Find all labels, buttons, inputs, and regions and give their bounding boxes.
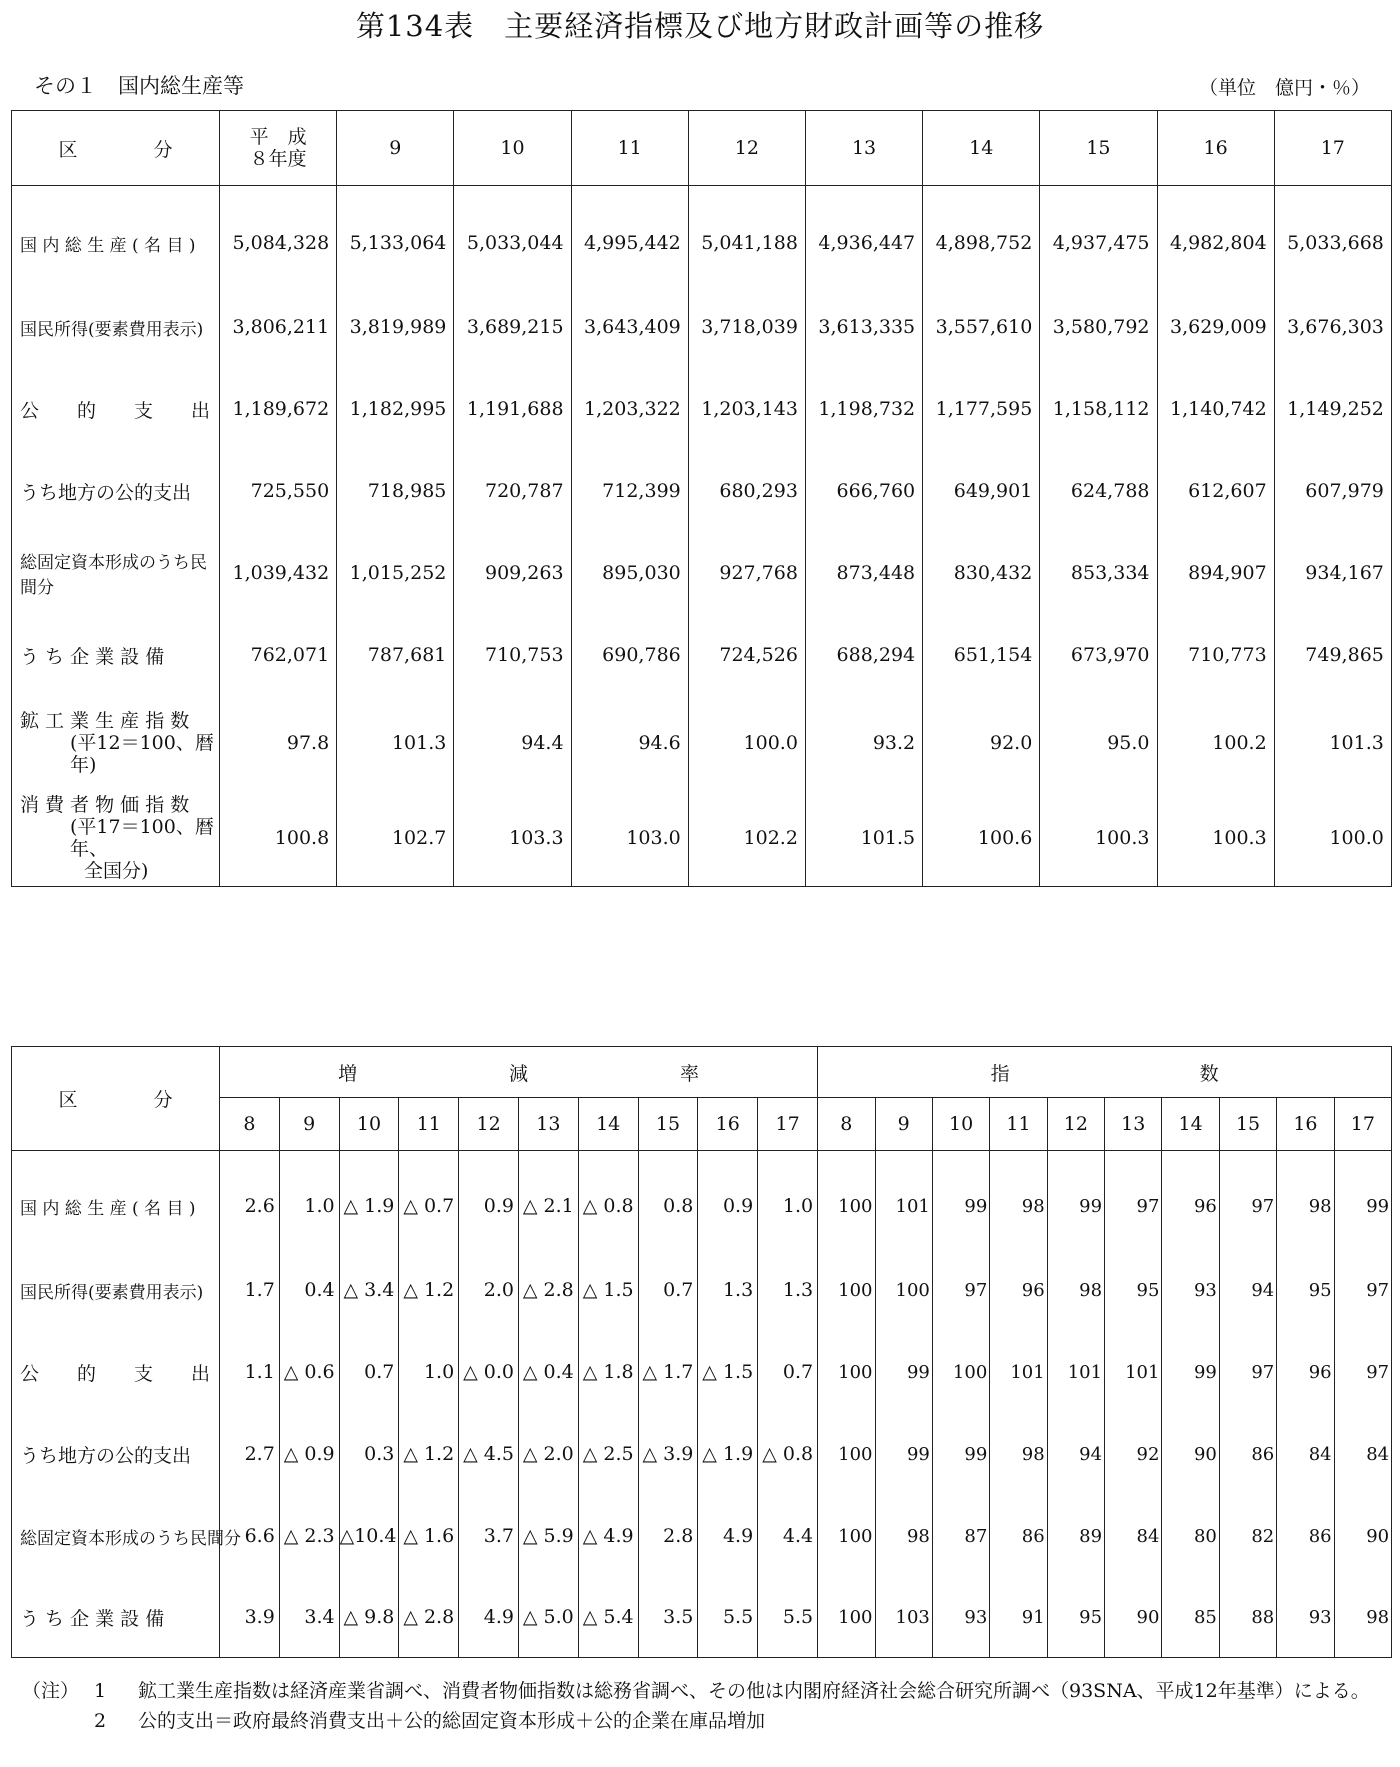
index-cell: 94 xyxy=(1219,1249,1276,1331)
index-cell: 90 xyxy=(1105,1577,1162,1658)
index-cell: 96 xyxy=(990,1249,1047,1331)
table-row xyxy=(12,186,1392,287)
index-cell: 100 xyxy=(818,1249,875,1331)
rate-cell: 3.9 xyxy=(220,1577,280,1658)
value-cell: 4,936,447 xyxy=(805,186,922,287)
value-cell: 710,773 xyxy=(1157,614,1274,696)
rate-cell: 5.5 xyxy=(698,1577,758,1658)
rate-cell: 0.9 xyxy=(459,1151,519,1250)
value-cell: 927,768 xyxy=(688,532,805,614)
rate-cell: △ 4.5 xyxy=(459,1413,519,1495)
index-cell: 100 xyxy=(818,1413,875,1495)
row-label-main: 国民所得(要素費用表示) xyxy=(20,319,204,340)
index-cell: 100 xyxy=(818,1151,875,1250)
value-cell: 3,629,009 xyxy=(1157,286,1274,368)
rate-cell: △ 0.7 xyxy=(399,1151,459,1250)
year-header: 13 xyxy=(805,111,922,186)
index-cell: 97 xyxy=(1219,1331,1276,1413)
year-header-fiscal: ８年度 xyxy=(249,148,307,170)
value-cell: 1,140,742 xyxy=(1157,368,1274,450)
index-cell: 90 xyxy=(1334,1495,1392,1577)
value-cell: 690,786 xyxy=(571,614,688,696)
index-cell: 91 xyxy=(990,1577,1047,1658)
value-cell: 830,432 xyxy=(923,532,1040,614)
rate-cell: 1.7 xyxy=(220,1249,280,1331)
rate-cell: △ 5.0 xyxy=(518,1577,578,1658)
index-cell: 100 xyxy=(818,1331,875,1413)
rate-cell: △ 0.8 xyxy=(578,1151,638,1250)
table-row xyxy=(12,1249,1392,1331)
value-cell: 101.3 xyxy=(1274,696,1391,790)
value-cell: 100.8 xyxy=(220,790,337,887)
rate-cell: △ 1.9 xyxy=(698,1413,758,1495)
index-cell: 99 xyxy=(1047,1151,1104,1250)
row-label-main: 消 費 者 物 価 指 数 xyxy=(20,794,190,816)
index-cell: 95 xyxy=(1277,1249,1334,1331)
year-header: 16 xyxy=(698,1098,758,1151)
row-label-note: (平17＝100、暦年、 xyxy=(70,816,214,860)
index-cell: 98 xyxy=(1277,1151,1334,1250)
index-cell: 101 xyxy=(1105,1331,1162,1413)
value-cell: 624,788 xyxy=(1040,450,1157,532)
index-cell: 97 xyxy=(1334,1249,1392,1331)
value-cell: 3,580,792 xyxy=(1040,286,1157,368)
value-cell: 1,015,252 xyxy=(337,532,454,614)
value-cell: 94.4 xyxy=(454,696,571,790)
row-label-main: う ち 企 業 設 備 xyxy=(20,1607,165,1630)
value-cell: 5,033,668 xyxy=(1274,186,1391,287)
index-cell: 100 xyxy=(818,1577,875,1658)
row-label-note: 全国分) xyxy=(84,860,149,882)
row-label-main: 公 的 支 出 xyxy=(20,1362,211,1385)
index-cell: 101 xyxy=(1047,1331,1104,1413)
rate-cell: △ 3.4 xyxy=(339,1249,399,1331)
year-header: 11 xyxy=(990,1098,1047,1151)
index-cell: 98 xyxy=(875,1495,932,1577)
index-cell: 97 xyxy=(1219,1151,1276,1250)
index-cell: 97 xyxy=(1105,1151,1162,1250)
rate-cell: △ 1.2 xyxy=(399,1413,459,1495)
row-label xyxy=(12,1331,220,1413)
row-label xyxy=(12,368,220,450)
rate-cell: △ 1.5 xyxy=(698,1331,758,1413)
rate-cell: △ 0.0 xyxy=(459,1331,519,1413)
year-header: 9 xyxy=(875,1098,932,1151)
rate-cell: 1.3 xyxy=(698,1249,758,1331)
year-header-era: 平 成 xyxy=(249,126,307,148)
table-row xyxy=(12,1331,1392,1413)
note-text: 鉱工業生産指数は経済産業省調べ、消費者物価指数は総務省調べ、その他は内閣府経済社会総合研究所調べ（93SNA、平成12年基準）による。 xyxy=(138,1680,1370,1702)
note-mark: （注） xyxy=(22,1680,80,1702)
rate-cell: 0.7 xyxy=(638,1249,698,1331)
unit-label: （単位 億円・％） xyxy=(1198,77,1370,99)
index-cell: 95 xyxy=(1105,1249,1162,1331)
notes xyxy=(22,1676,1382,1736)
value-cell: 1,203,322 xyxy=(571,368,688,450)
index-cell: 99 xyxy=(1162,1331,1219,1413)
table-row xyxy=(12,1577,1392,1658)
year-header: 13 xyxy=(1105,1098,1162,1151)
index-cell: 99 xyxy=(875,1413,932,1495)
rate-cell: 3.5 xyxy=(638,1577,698,1658)
value-cell: 607,979 xyxy=(1274,450,1391,532)
row-label-main: 総固定資本形成のうち民間分 xyxy=(20,553,207,598)
value-cell: 724,526 xyxy=(688,614,805,696)
value-cell: 718,985 xyxy=(337,450,454,532)
index-cell: 95 xyxy=(1047,1577,1104,1658)
table-year-row xyxy=(12,1098,1392,1151)
year-header: 14 xyxy=(1162,1098,1219,1151)
value-cell: 666,760 xyxy=(805,450,922,532)
value-cell: 5,084,328 xyxy=(220,186,337,287)
year-header: 17 xyxy=(1334,1098,1392,1151)
value-cell: 873,448 xyxy=(805,532,922,614)
row-label xyxy=(12,1413,220,1495)
value-cell: 651,154 xyxy=(923,614,1040,696)
value-cell: 94.6 xyxy=(571,696,688,790)
rate-cell: △ 0.9 xyxy=(279,1413,339,1495)
value-cell: 3,613,335 xyxy=(805,286,922,368)
value-cell: 762,071 xyxy=(220,614,337,696)
year-header: 10 xyxy=(454,111,571,186)
value-cell: 934,167 xyxy=(1274,532,1391,614)
row-label xyxy=(12,1577,220,1658)
rate-cell: △ 1.7 xyxy=(638,1331,698,1413)
value-cell: 100.0 xyxy=(688,696,805,790)
rate-cell: △ 1.9 xyxy=(339,1151,399,1250)
value-cell: 100.0 xyxy=(1274,790,1391,887)
index-cell: 94 xyxy=(1047,1413,1104,1495)
rate-cell: 5.5 xyxy=(758,1577,818,1658)
year-header: 15 xyxy=(638,1098,698,1151)
rate-cell: 4.4 xyxy=(758,1495,818,1577)
row-label-main: 公 的 支 出 xyxy=(20,399,211,422)
rate-group-header: 増 減 率 xyxy=(220,1047,818,1098)
year-header: 12 xyxy=(688,111,805,186)
row-label xyxy=(12,1249,220,1331)
year-header: 12 xyxy=(1047,1098,1104,1151)
value-cell: 712,399 xyxy=(571,450,688,532)
rate-cell: 0.3 xyxy=(339,1413,399,1495)
rate-cell: △ 2.5 xyxy=(578,1413,638,1495)
value-cell: 3,718,039 xyxy=(688,286,805,368)
row-label-main: 国民所得(要素費用表示) xyxy=(20,1282,204,1303)
rate-cell: 3.7 xyxy=(459,1495,519,1577)
rate-cell: 1.0 xyxy=(758,1151,818,1250)
value-cell: 673,970 xyxy=(1040,614,1157,696)
rate-cell: △ 1.2 xyxy=(399,1249,459,1331)
value-cell: 3,676,303 xyxy=(1274,286,1391,368)
value-cell: 4,995,442 xyxy=(571,186,688,287)
value-cell: 894,907 xyxy=(1157,532,1274,614)
value-cell: 5,133,064 xyxy=(337,186,454,287)
row-label-main: 国 内 総 生 産 ( 名 目 ) xyxy=(20,1198,196,1219)
index-cell: 92 xyxy=(1105,1413,1162,1495)
value-cell: 5,041,188 xyxy=(688,186,805,287)
table-row xyxy=(12,790,1392,887)
row-label xyxy=(12,450,220,532)
rate-cell: 1.0 xyxy=(279,1151,339,1250)
value-cell: 895,030 xyxy=(571,532,688,614)
index-cell: 98 xyxy=(1334,1577,1392,1658)
index-cell: 99 xyxy=(932,1151,989,1250)
row-label-main: 総固定資本形成のうち民間分 xyxy=(20,1528,241,1549)
row-label xyxy=(12,286,220,368)
value-cell: 100.3 xyxy=(1040,790,1157,887)
category-header: 区 分 xyxy=(12,111,220,186)
value-cell: 3,557,610 xyxy=(923,286,1040,368)
index-cell: 86 xyxy=(990,1495,1047,1577)
rate-cell: 1.1 xyxy=(220,1331,280,1413)
rate-cell: 0.7 xyxy=(339,1331,399,1413)
row-label-main: うち地方の公的支出 xyxy=(20,481,192,504)
year-header: 15 xyxy=(1219,1098,1276,1151)
index-cell: 101 xyxy=(875,1151,932,1250)
value-cell: 97.8 xyxy=(220,696,337,790)
rate-cell: 2.6 xyxy=(220,1151,280,1250)
row-label xyxy=(12,1151,220,1250)
index-cell: 80 xyxy=(1162,1495,1219,1577)
gdp-table xyxy=(11,110,1392,887)
rate-cell: 4.9 xyxy=(698,1495,758,1577)
index-cell: 101 xyxy=(990,1331,1047,1413)
index-cell: 100 xyxy=(932,1331,989,1413)
value-cell: 1,191,688 xyxy=(454,368,571,450)
year-header: 9 xyxy=(279,1098,339,1151)
year-header: 16 xyxy=(1157,111,1274,186)
index-cell: 98 xyxy=(990,1413,1047,1495)
value-cell: 3,819,989 xyxy=(337,286,454,368)
year-header: 16 xyxy=(1277,1098,1334,1151)
rate-cell: 0.4 xyxy=(279,1249,339,1331)
value-cell: 909,263 xyxy=(454,532,571,614)
year-header: 10 xyxy=(932,1098,989,1151)
value-cell: 725,550 xyxy=(220,450,337,532)
index-cell: 99 xyxy=(932,1413,989,1495)
value-cell: 103.3 xyxy=(454,790,571,887)
rate-cell: △ 4.9 xyxy=(578,1495,638,1577)
row-label xyxy=(12,696,220,790)
value-cell: 102.7 xyxy=(337,790,454,887)
rate-cell: △ 5.9 xyxy=(518,1495,578,1577)
rate-cell: 1.0 xyxy=(399,1331,459,1413)
index-group-header: 指 数 xyxy=(818,1047,1392,1098)
value-cell: 102.2 xyxy=(688,790,805,887)
index-cell: 93 xyxy=(1162,1249,1219,1331)
value-cell: 1,158,112 xyxy=(1040,368,1157,450)
value-cell: 3,689,215 xyxy=(454,286,571,368)
rate-cell: △ 0.6 xyxy=(279,1331,339,1413)
row-label xyxy=(12,186,220,287)
growth-index-table xyxy=(11,1046,1392,1658)
value-cell: 100.6 xyxy=(923,790,1040,887)
year-header: 8 xyxy=(220,1098,280,1151)
rate-cell: △10.4 xyxy=(339,1495,399,1577)
year-header: 8 xyxy=(818,1098,875,1151)
value-cell: 1,149,252 xyxy=(1274,368,1391,450)
rate-cell: △ 9.8 xyxy=(339,1577,399,1658)
rate-cell: △ 1.5 xyxy=(578,1249,638,1331)
rate-cell: 0.7 xyxy=(758,1331,818,1413)
rate-cell: 0.8 xyxy=(638,1151,698,1250)
value-cell: 612,607 xyxy=(1157,450,1274,532)
year-header: 17 xyxy=(1274,111,1391,186)
row-label xyxy=(12,1495,241,1577)
index-cell: 93 xyxy=(1277,1577,1334,1658)
row-label-main: う ち 企 業 設 備 xyxy=(20,645,165,668)
index-cell: 90 xyxy=(1162,1413,1219,1495)
value-cell: 4,937,475 xyxy=(1040,186,1157,287)
value-cell: 95.0 xyxy=(1040,696,1157,790)
value-cell: 1,182,995 xyxy=(337,368,454,450)
index-cell: 82 xyxy=(1219,1495,1276,1577)
index-cell: 86 xyxy=(1277,1495,1334,1577)
rate-cell: 4.9 xyxy=(459,1577,519,1658)
value-cell: 1,198,732 xyxy=(805,368,922,450)
value-cell: 4,898,752 xyxy=(923,186,1040,287)
rate-cell: △ 5.4 xyxy=(578,1577,638,1658)
year-header: 12 xyxy=(459,1098,519,1151)
year-header: 10 xyxy=(339,1098,399,1151)
value-cell: 1,189,672 xyxy=(220,368,337,450)
table-row xyxy=(12,286,1392,368)
value-cell: 680,293 xyxy=(688,450,805,532)
value-cell: 5,033,044 xyxy=(454,186,571,287)
value-cell: 1,039,432 xyxy=(220,532,337,614)
table-row xyxy=(12,1151,1392,1250)
section-subtitle: その１ 国内総生産等 xyxy=(34,74,244,98)
index-cell: 100 xyxy=(875,1249,932,1331)
value-cell: 101.3 xyxy=(337,696,454,790)
index-cell: 100 xyxy=(818,1495,875,1577)
rate-cell: 2.0 xyxy=(459,1249,519,1331)
rate-cell: △ 2.3 xyxy=(279,1495,339,1577)
note-number: 1 xyxy=(94,1680,107,1702)
index-cell: 98 xyxy=(1047,1249,1104,1331)
table-row xyxy=(12,1495,1392,1577)
index-cell: 93 xyxy=(932,1577,989,1658)
rate-cell: 1.3 xyxy=(758,1249,818,1331)
index-cell: 98 xyxy=(990,1151,1047,1250)
index-cell: 99 xyxy=(875,1331,932,1413)
note-item xyxy=(22,1676,1382,1706)
index-cell: 97 xyxy=(1334,1331,1392,1413)
rate-cell: △ 2.1 xyxy=(518,1151,578,1250)
row-label-main: 鉱 工 業 生 産 指 数 xyxy=(20,710,190,732)
rate-cell: △ 2.0 xyxy=(518,1413,578,1495)
rate-cell: 0.9 xyxy=(698,1151,758,1250)
rate-cell: 2.8 xyxy=(638,1495,698,1577)
value-cell: 688,294 xyxy=(805,614,922,696)
value-cell: 93.2 xyxy=(805,696,922,790)
table-row xyxy=(12,450,1392,532)
note-number: 2 xyxy=(94,1710,107,1732)
index-cell: 85 xyxy=(1162,1577,1219,1658)
value-cell: 4,982,804 xyxy=(1157,186,1274,287)
index-cell: 88 xyxy=(1219,1577,1276,1658)
rate-cell: △ 2.8 xyxy=(399,1577,459,1658)
row-label-main: うち地方の公的支出 xyxy=(20,1444,192,1467)
year-header: 14 xyxy=(578,1098,638,1151)
row-label xyxy=(12,614,220,696)
category-header: 区 分 xyxy=(12,1047,220,1151)
row-label xyxy=(12,532,220,614)
value-cell: 749,865 xyxy=(1274,614,1391,696)
index-cell: 97 xyxy=(932,1249,989,1331)
index-cell: 96 xyxy=(1162,1151,1219,1250)
rate-cell: △ 3.9 xyxy=(638,1413,698,1495)
index-cell: 103 xyxy=(875,1577,932,1658)
table-row xyxy=(12,696,1392,790)
index-cell: 84 xyxy=(1105,1495,1162,1577)
table-row xyxy=(12,614,1392,696)
year-header: 11 xyxy=(571,111,688,186)
table-row xyxy=(12,368,1392,450)
value-cell: 3,806,211 xyxy=(220,286,337,368)
rate-cell: △ 1.6 xyxy=(399,1495,459,1577)
year-header: 15 xyxy=(1040,111,1157,186)
year-header: 11 xyxy=(399,1098,459,1151)
table-row xyxy=(12,1413,1392,1495)
rate-cell: 6.6 xyxy=(220,1495,280,1577)
index-cell: 96 xyxy=(1277,1331,1334,1413)
row-label-note: (平12＝100、暦年) xyxy=(70,732,214,776)
index-cell: 84 xyxy=(1334,1413,1392,1495)
year-header: 9 xyxy=(337,111,454,186)
note-item xyxy=(22,1706,1382,1736)
note-text: 公的支出＝政府最終消費支出＋公的総固定資本形成＋公的企業在庫品増加 xyxy=(138,1710,766,1732)
value-cell: 720,787 xyxy=(454,450,571,532)
table-header-row xyxy=(12,1047,1392,1098)
year-header: 14 xyxy=(923,111,1040,186)
value-cell: 103.0 xyxy=(571,790,688,887)
value-cell: 1,203,143 xyxy=(688,368,805,450)
value-cell: 100.2 xyxy=(1157,696,1274,790)
year-header: 13 xyxy=(518,1098,578,1151)
table-row xyxy=(12,532,1392,614)
rate-cell: 2.7 xyxy=(220,1413,280,1495)
year-header xyxy=(220,111,337,186)
value-cell: 92.0 xyxy=(923,696,1040,790)
value-cell: 100.3 xyxy=(1157,790,1274,887)
value-cell: 1,177,595 xyxy=(923,368,1040,450)
rate-cell: △ 1.8 xyxy=(578,1331,638,1413)
value-cell: 649,901 xyxy=(923,450,1040,532)
rate-cell: △ 2.8 xyxy=(518,1249,578,1331)
page-title: 第134表 主要経済指標及び地方財政計画等の推移 xyxy=(355,9,1045,43)
index-cell: 87 xyxy=(932,1495,989,1577)
value-cell: 787,681 xyxy=(337,614,454,696)
value-cell: 710,753 xyxy=(454,614,571,696)
value-cell: 3,643,409 xyxy=(571,286,688,368)
index-cell: 86 xyxy=(1219,1413,1276,1495)
index-cell: 89 xyxy=(1047,1495,1104,1577)
year-header: 17 xyxy=(758,1098,818,1151)
rate-cell: △ 0.8 xyxy=(758,1413,818,1495)
row-label xyxy=(12,790,220,887)
rate-cell: △ 0.4 xyxy=(518,1331,578,1413)
row-label-main: 国 内 総 生 産 ( 名 目 ) xyxy=(20,235,196,256)
table-header-row xyxy=(12,111,1392,186)
index-cell: 99 xyxy=(1334,1151,1392,1250)
value-cell: 101.5 xyxy=(805,790,922,887)
index-cell: 84 xyxy=(1277,1413,1334,1495)
value-cell: 853,334 xyxy=(1040,532,1157,614)
rate-cell: 3.4 xyxy=(279,1577,339,1658)
